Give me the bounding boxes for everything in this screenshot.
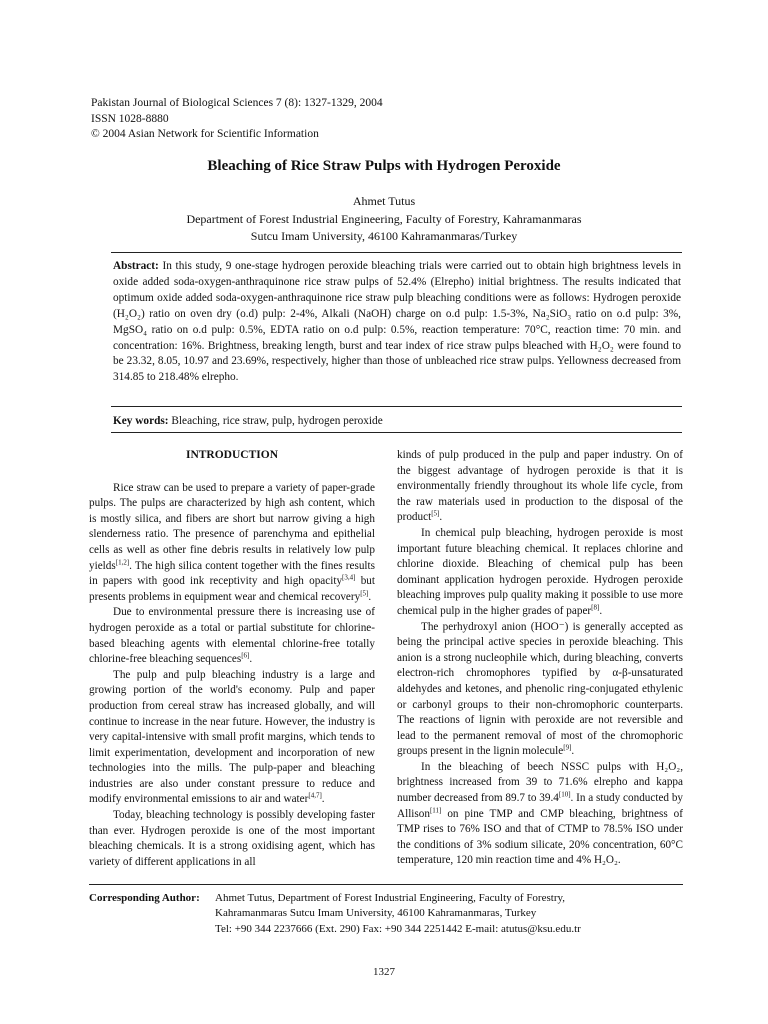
keywords	[113, 415, 681, 427]
left-column	[89, 448, 375, 870]
citation-ref: [9]	[563, 743, 572, 752]
abstract-label: Abstract:	[113, 260, 159, 272]
abstract	[113, 259, 681, 386]
intro-paragraph: Due to environmental pressure there is increasing use of hydrogen peroxide as a total or partial substitute for chlorine-based bleaching agents with elemental chlorine-free totally chlorine-free bleaching sequences[6].	[89, 606, 375, 666]
abstract-text: In this study, 9 one-stage hydrogen peroxide bleaching trials were carried out to obtain high brightness levels in oxide added soda-oxygen-anthraquinone rice straw pulps of 52.4% (Elrepho) initial brightness. The results indicated that optimum oxide added soda-oxygen-anthraquinone rice straw pulp bleaching conditions were as follows: Hydrogen peroxide (H₂O₂) ratio on oven dry (o.d) pulp: 2-4%, Alkali (NaOH) charge on o.d pulp: 1.5-3%, Na₂SiO₃ ratio on o.d pulp: 3%, MgSO₄ ratio on o.d pulp: 0.5%, EDTA ratio on o.d pulp: 0.5%, reaction temperature: 70°C, reaction time: 70 min. and concentration: 16%. Brightness, breaking length, burst and tear index of rice straw pulps bleached with H₂O₂ were found to be 23.32, 8.05, 10.97 and 23.69%, respectively, higher than those of unbleached rice straw pulps. Yellowness decreased from 314.85 to 218.48% elrepho.	[113, 260, 681, 384]
citation-ref: [5]	[360, 589, 369, 598]
corresponding-author-details	[215, 891, 581, 937]
intro-paragraph: Rice straw can be used to prepare a variety of paper-grade pulps. The pulps are characterized by high ash content, which is mostly silica, and fibers are short but narrow giving a high slenderness ratio. The presence of parenchyma and epithelial cells as well as other fine debris results in relatively low pulp yields[1,2]. The high silica content together with the fines results in papers with good ink receptivity and high opacity[3,4] but presents problems in equipment wear and chemical recovery[5].	[89, 481, 375, 603]
citation-ref: [11]	[429, 805, 442, 814]
author-name: Ahmet Tutus	[352, 194, 416, 208]
affiliation-line-1: Department of Forest Industrial Engineering, Faculty of Forestry, Kahramanmaras	[186, 211, 582, 226]
intro-paragraph: Today, bleaching technology is possibly developing faster than ever. Hydrogen peroxide is one of the most important bleaching chemicals. It is a strong oxidising agent, which has variety of different applications in all	[89, 809, 375, 868]
keywords-label: Key words:	[113, 415, 169, 427]
citation-ref: [5]	[431, 509, 440, 518]
copyright: © 2004 Asian Network for Scientific Information	[91, 128, 319, 140]
intro-paragraph: In the bleaching of beech NSSC pulps with H₂O₂, brightness increased from 39 to 71.6% elrepho and kappa number decreased from 89.7 to 39.4[10]. In a study conducted by Allison[11] on pine TMP and CMP bleaching, brightness of TMP rises to 76% ISO and that of CTMP to 78.5% ISO under the conditions of 3% sodium silicate, 20% concentration, 60°C temperature, 120 min reaction time and 4% H₂O₂.	[397, 760, 684, 867]
intro-paragraph: kinds of pulp produced in the pulp and paper industry. On of the biggest advantage of hydrogen peroxide is that it is environmentally friendly throughout its whole life cycle, from the raw materials used in production to the disposal of the product[5].	[397, 449, 683, 524]
citation-ref: [1,2]	[115, 557, 130, 566]
abstract-bottom-rule	[111, 406, 682, 407]
citation-ref: [6]	[241, 651, 250, 660]
keywords-bottom-rule	[111, 432, 682, 433]
intro-paragraph: The pulp and pulp bleaching industry is a large and growing portion of the world's economy. Pulp and paper production from cereal straw has increased globally, and will continue to increase in the near future. However, the industry is very capital-intensive with small profit margins, which tends to limit experimentation, development and incorporation of new technologies into the mills. The pulp-paper and bleaching industries are also under constant pressure to reduce and modify environmental emissions to air and water[4,7].	[89, 668, 375, 806]
abstract-top-rule	[111, 252, 682, 253]
intro-paragraph: In chemical pulp bleaching, hydrogen peroxide is most important future bleaching chemical. It replaces chlorine and chlorine dioxide. Bleaching of chemical pulp has been dominant application hydrogen peroxide. Hydrogen peroxide bleaching improves pulp quality making it possible to use more chemical pulp in the higher grades of paper[8].	[397, 526, 683, 617]
citation-ref: [10]	[558, 790, 571, 799]
citation-ref: [3,4]	[342, 573, 356, 582]
paper-title: Bleaching of Rice Straw Pulps with Hydrogen Peroxide	[207, 158, 561, 174]
page-number: 1327	[373, 966, 395, 978]
footer-rule	[89, 884, 683, 885]
right-column	[397, 448, 683, 869]
section-heading-introduction: INTRODUCTION	[185, 449, 278, 461]
journal-citation: Pakistan Journal of Biological Sciences 7 (8): 1327-1329, 2004	[91, 97, 383, 109]
intro-paragraph: The perhydroxyl anion (HOO⁻) is generally accepted as being the principal active species in peroxide bleaching. This anion is a strong nucleophile which, during bleaching, converts electron-rich chromophores typified by α-β-unsaturated aldehydes and ketones, and phenolic ring-conjugated ethylenic or carbonyl groups to their non-chromophoric counterparts. The reactions of lignin with peroxide are not reversible and lead to the permanent removal of most of the chromophoric groups present in the lignin molecule[9].	[397, 620, 683, 758]
corresponding-line-1: Ahmet Tutus, Department of Forest Industrial Engineering, Faculty of Forestry,	[215, 892, 566, 904]
issn: ISSN 1028-8880	[91, 112, 169, 125]
keywords-text: Bleaching, rice straw, pulp, hydrogen peroxide	[171, 415, 383, 427]
citation-ref: [8]	[591, 603, 600, 612]
journal-header	[91, 96, 383, 143]
corresponding-line-2: Kahramanmaras Sutcu Imam University, 46100 Kahramanmaras, Turkey	[215, 907, 537, 920]
corresponding-author-label: Corresponding Author:	[89, 892, 200, 904]
affiliation-line-2: Sutcu Imam University, 46100 Kahramanmaras/Turkey	[250, 229, 518, 243]
citation-ref: [4,7]	[308, 791, 322, 800]
author-block	[0, 193, 768, 246]
corresponding-line-3: Tel: +90 344 2237666 (Ext. 290) Fax: +90 344 2251442 E-mail: atutus@ksu.edu.tr	[215, 922, 581, 935]
